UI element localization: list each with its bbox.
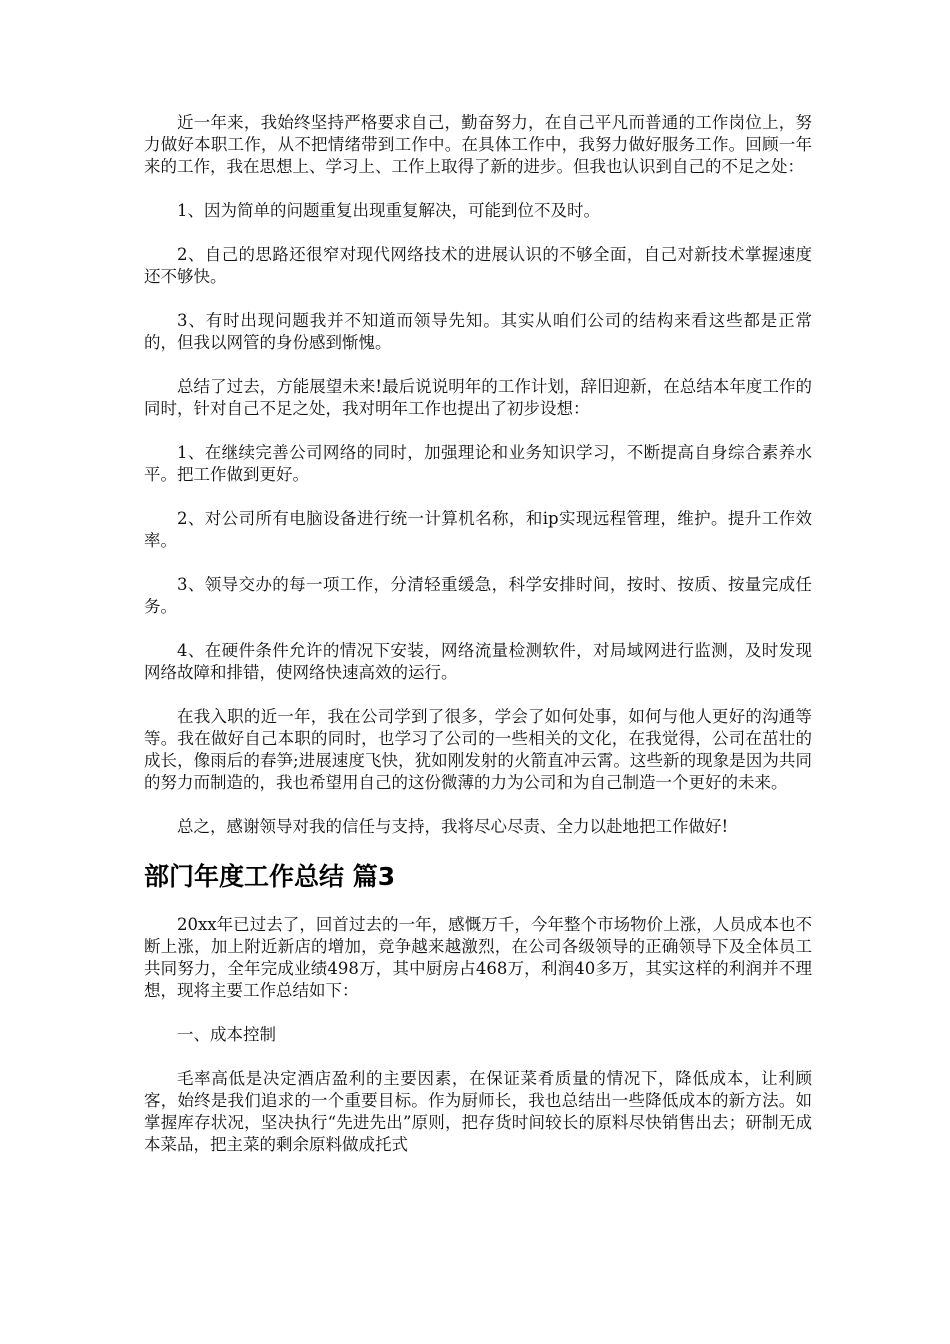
list-item: 1、在继续完善公司网络的同时，加强理论和业务知识学习，不断提高自身综合素养水平。把工作做到更好。 [144,443,812,484]
list-item: 4、在硬件条件允许的情况下安装，网络流量检测软件，对局域网进行监测，及时发现网络故障和排错，使网络快速高效的运行。 [144,641,812,682]
document-page [144,112,812,1178]
section-2 [144,860,812,1156]
list-item: 3、领导交办的每一项工作，分清轻重缓急，科学安排时间，按时、按质、按量完成任务。 [144,575,812,616]
list-item: 1、因为简单的问题重复出现重复解决，可能到位不及时。 [177,201,600,220]
paragraph: 20xx年已过去了，回首过去的一年，感慨万千，今年整个市场物价上涨，人员成本也不断上涨，加上附近新店的增加，竞争越来越激烈，在公司各级领导的正确领导下及全体员工共同努力，全年完成业绩498万，其中厨房占468万，利润40多万，其实这样的利润并不理想，现将主要工作总结如下： [144,915,812,1000]
subheading: 一、成本控制 [177,1025,276,1044]
paragraph: 毛率高低是决定酒店盈利的主要因素，在保证菜肴质量的情况下，降低成本，让利顾客，始终是我们追求的一个重要目标。作为厨师长，我也总结出一些降低成本的新方法。如掌握库存状况，坚决执行“先进先出”原则，把存货时间较长的原料尽快销售出去；研制无成本菜品，把主菜的剩余原料做成托式 [144,1069,812,1154]
paragraph: 近一年来，我始终坚持严格要求自己，勤奋努力，在自己平凡而普通的工作岗位上，努力做好本职工作，从不把情绪带到工作中。在具体工作中，我努力做好服务工作。回顾一年来的工作，我在思想上、学习上、工作上取得了新的进步。但我也认识到自己的不足之处： [144,113,812,176]
section-heading: 部门年度工作总结 篇3 [144,862,396,891]
list-item: 3、有时出现问题我并不知道而领导先知。其实从咱们公司的结构来看这些都是正常的，但我以网管的身份感到惭愧。 [144,311,812,352]
paragraph: 总结了过去，方能展望未来!最后说说明年的工作计划，辞旧迎新，在总结本年度工作的同时，针对自己不足之处，我对明年工作也提出了初步设想： [144,377,812,418]
paragraph: 在我入职的近一年，我在公司学到了很多，学会了如何处事，如何与他人更好的沟通等等。我在做好自己本职的同时，也学习了公司的一些相关的文化，在我觉得，公司在茁壮的成长，像雨后的春笋;进展速度飞快，犹如刚发射的火箭直冲云霄。这些新的现象是因为共同的努力而制造的，我也希望用自己的这份微薄的力为公司和为自己制造一个更好的未来。 [144,707,812,792]
paragraph: 总之，感谢领导对我的信任与支持，我将尽心尽责、全力以赴地把工作做好! [177,817,729,836]
list-item: 2、对公司所有电脑设备进行统一计算机名称，和ip实现远程管理，维护。提升工作效率。 [144,509,812,550]
section-1 [144,112,812,838]
list-item: 2、自己的思路还很窄对现代网络技术的进展认识的不够全面，自己对新技术掌握速度还不够快。 [144,245,812,286]
